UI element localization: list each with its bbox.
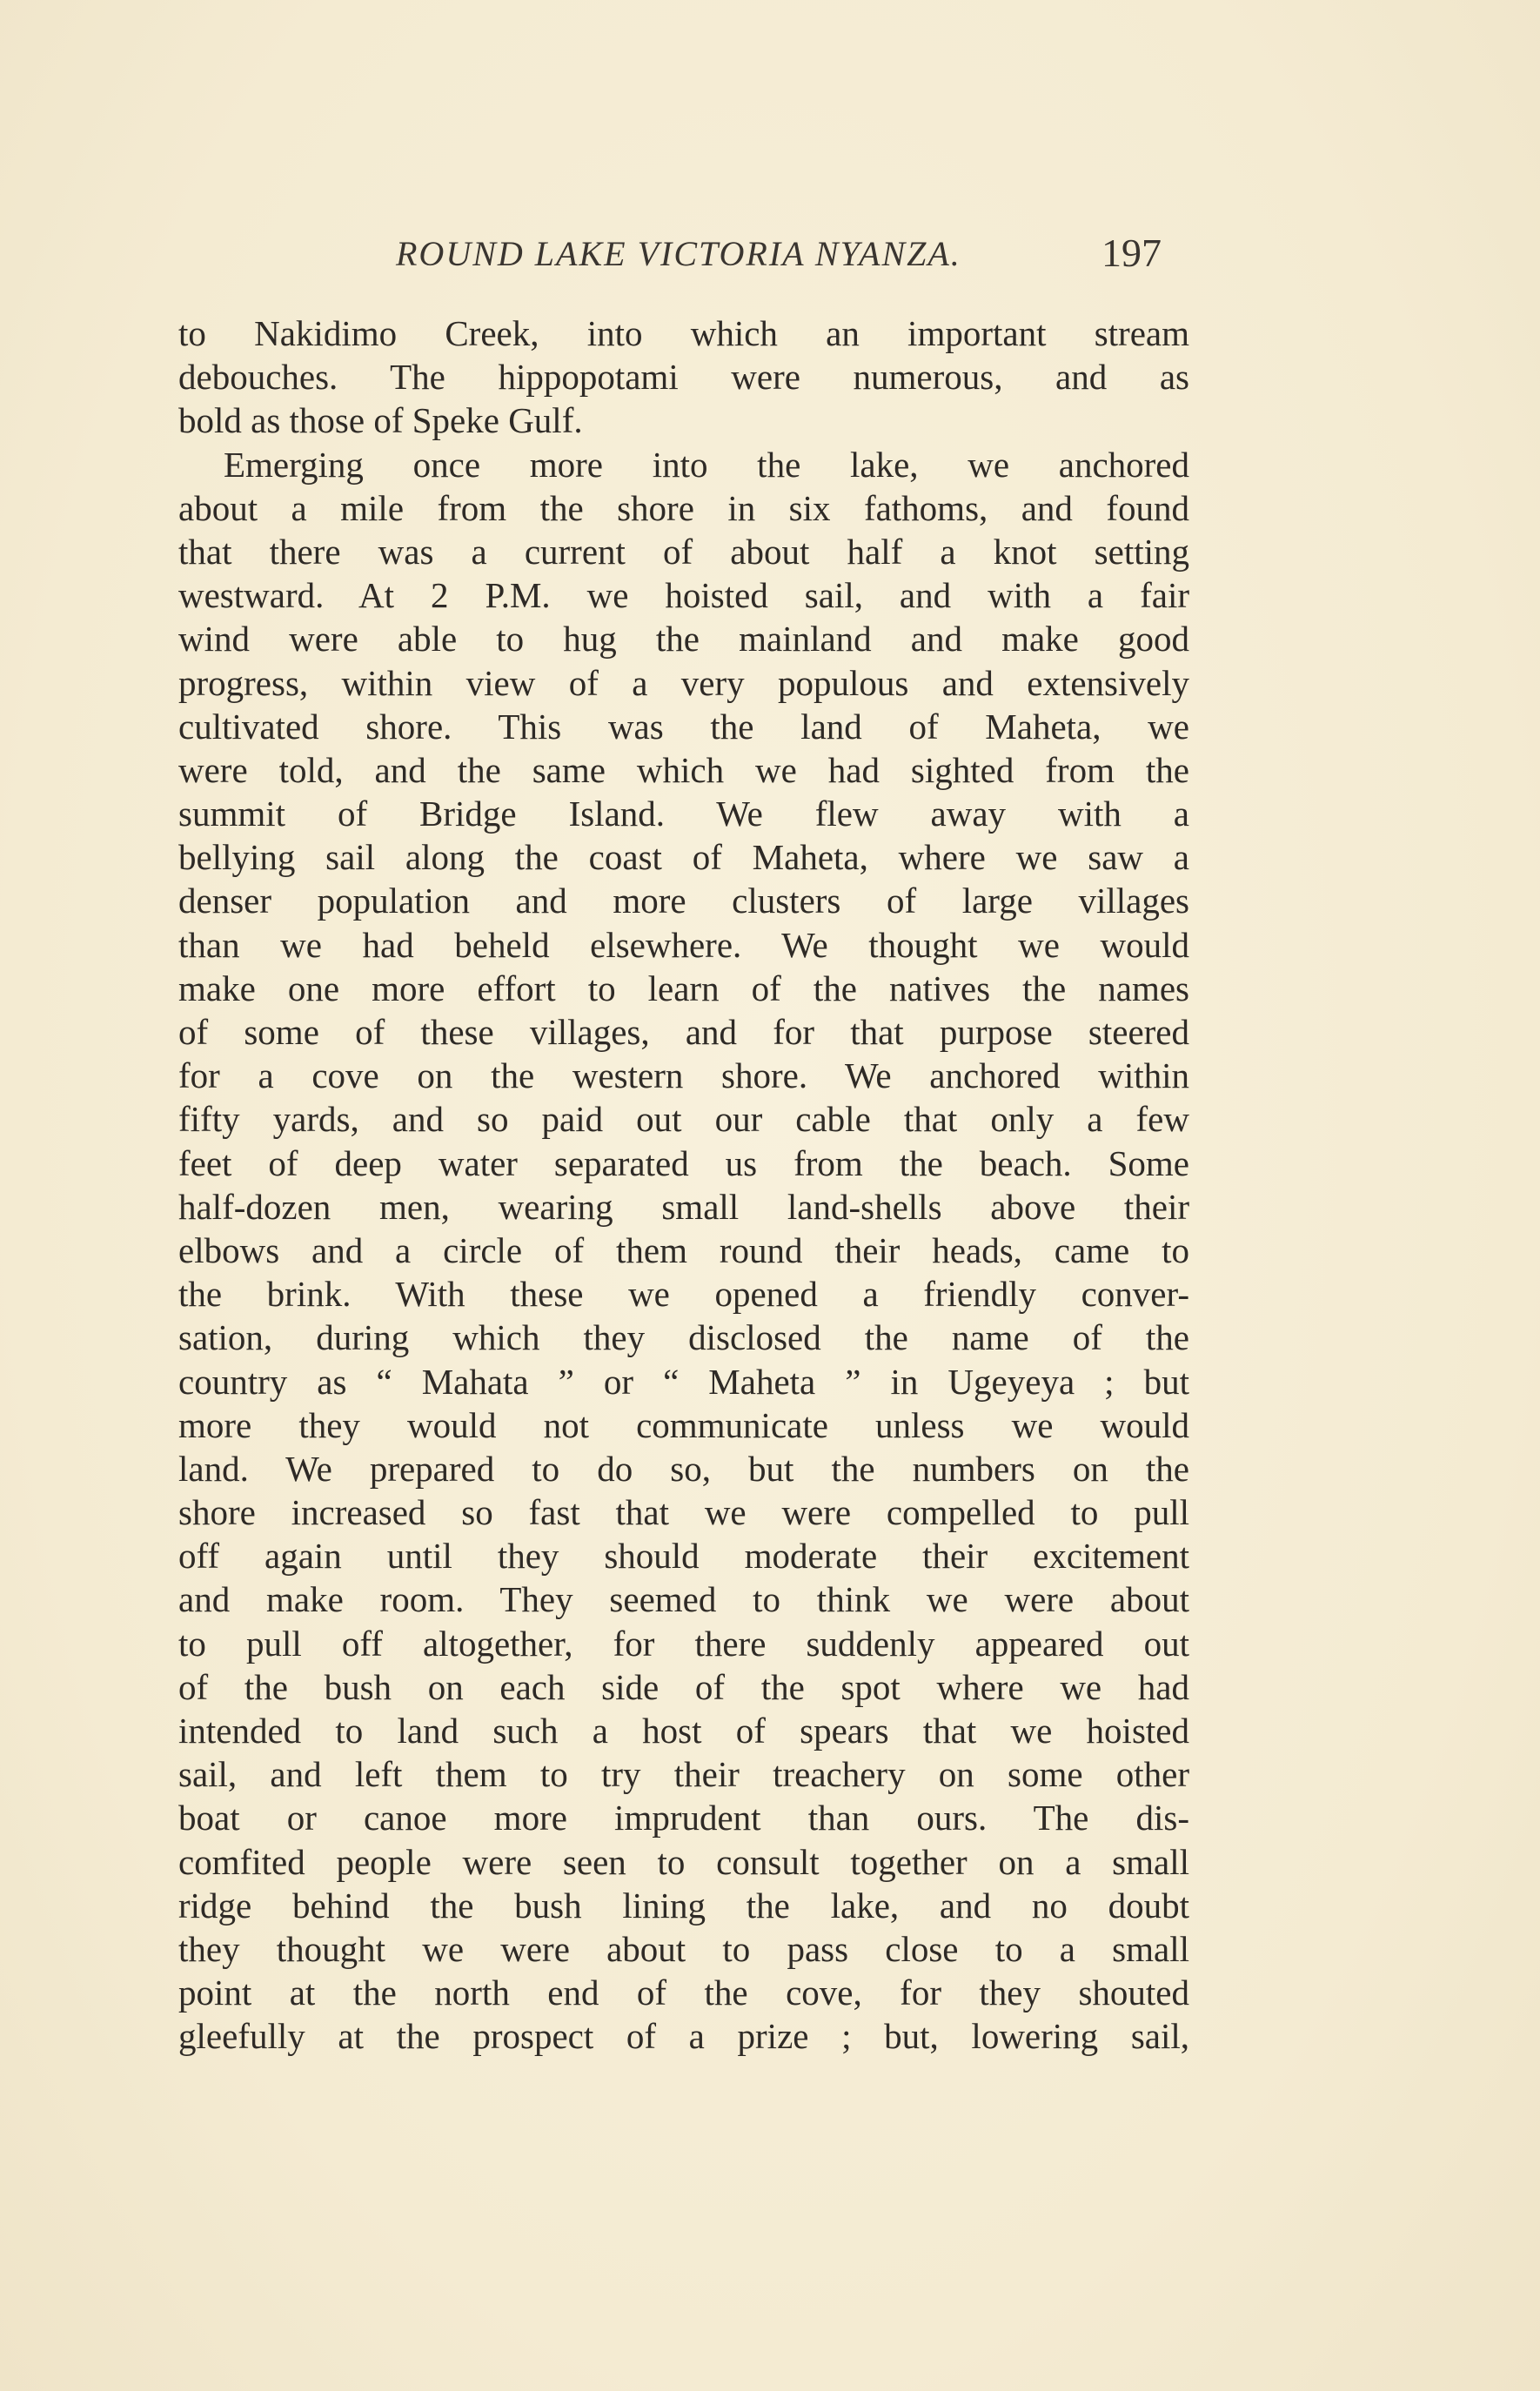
text-line: ridge behind the bush lining the lake, and no doubt xyxy=(178,1885,1189,1926)
text-line: point at the north end of the cove, for they shouted xyxy=(178,1972,1189,2013)
text-line: sail, and left them to try their treachery on some other xyxy=(178,1754,1189,1795)
text-line: off again until they should moderate their excitement xyxy=(178,1536,1189,1577)
text-line: elbows and a circle of them round their heads, came to xyxy=(178,1229,1189,1270)
text-line: about a mile from the shore in six fathoms, and found xyxy=(178,487,1189,528)
text-line: for a cove on the western shore. We anchored within xyxy=(178,1055,1189,1096)
text-line: of the bush on each side of the spot where we had xyxy=(178,1666,1189,1707)
text-line: make one more effort to learn of the natives the names xyxy=(178,968,1189,1008)
text-line: debouches. The hippopotami were numerous, and as xyxy=(178,357,1189,398)
text-line: wind were able to hug the mainland and make good xyxy=(178,619,1189,660)
text-line: feet of deep water separated us from the beach. Some xyxy=(178,1142,1189,1183)
text-line: half-dozen men, wearing small land-shells above their xyxy=(178,1186,1189,1227)
page-number: 197 xyxy=(1101,231,1162,275)
text-line: bellying sail along the coast of Maheta, where we saw a xyxy=(178,837,1189,878)
text-line: denser population and more clusters of large villages xyxy=(178,881,1189,921)
text-line: the brink. With these we opened a friendly conver- xyxy=(178,1274,1189,1315)
page-header xyxy=(178,233,1162,285)
body-text xyxy=(178,311,1189,2059)
text-line: Emerging once more into the lake, we anchored xyxy=(224,444,1189,485)
text-line: westward. At 2 P.M. we hoisted sail, and with a fair xyxy=(178,575,1189,616)
text-line: boat or canoe more imprudent than ours. The dis- xyxy=(178,1798,1189,1838)
text-line: were told, and the same which we had sighted from the xyxy=(178,749,1189,790)
text-line: summit of Bridge Island. We flew away with a xyxy=(178,794,1189,834)
text-line: that there was a current of about half a knot setting xyxy=(178,531,1189,572)
text-line: to Nakidimo Creek, into which an important stream xyxy=(178,313,1189,353)
text-line: intended to land such a host of spears that we hoisted xyxy=(178,1711,1189,1751)
text-line: sation, during which they disclosed the name of the xyxy=(178,1317,1189,1358)
running-head: ROUND LAKE VICTORIA NYANZA. xyxy=(396,234,961,273)
text-line: and make room. They seemed to think we were about xyxy=(178,1579,1189,1620)
text-line: gleefully at the prospect of a prize ; but, lowering sail, xyxy=(178,2016,1189,2057)
text-line: more they would not communicate unless we would xyxy=(178,1404,1189,1445)
text-line: land. We prepared to do so, but the numbers on the xyxy=(178,1448,1189,1489)
text-line: shore increased so fast that we were compelled to pull xyxy=(178,1492,1189,1533)
text-line: fifty yards, and so paid out our cable that only a few xyxy=(178,1099,1189,1140)
text-line: they thought we were about to pass close to a small xyxy=(178,1928,1189,1969)
text-line: than we had beheld elsewhere. We thought we would xyxy=(178,924,1189,965)
text-line: country as “ Mahata ” or “ Maheta ” in Ugeyeya ; but xyxy=(178,1361,1189,1402)
text-line: cultivated shore. This was the land of Maheta, we xyxy=(178,706,1189,747)
text-line: progress, within view of a very populous and extensively xyxy=(178,662,1189,703)
text-line: comfited people were seen to consult together on a small xyxy=(178,1841,1189,1882)
text-line: of some of these villages, and for that purpose steered xyxy=(178,1012,1189,1052)
text-line: to pull off altogether, for there suddenly appeared out xyxy=(178,1623,1189,1664)
text-line: bold as those of Speke Gulf. xyxy=(178,400,583,441)
